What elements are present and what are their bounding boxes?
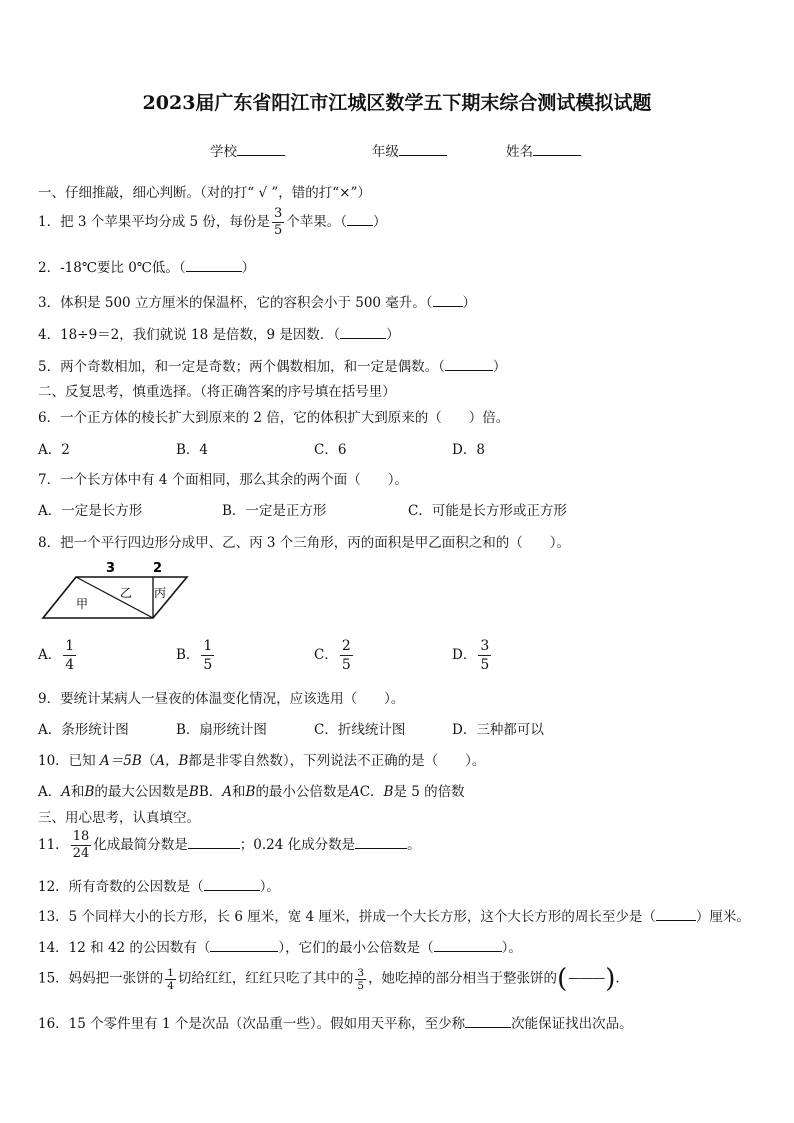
q9-option-c[interactable]: C．折线统计图 — [314, 722, 406, 738]
q6-option-d[interactable]: D．8 — [452, 442, 485, 458]
q7-option-b[interactable]: B．一定是正方形 — [222, 503, 327, 519]
q1-text: 1．把 3 个苹果平均分成 5 份，每份是 — [38, 214, 270, 230]
q5-close: ） — [492, 359, 507, 375]
q7-option-c[interactable]: C．可能是长方形或正方形 — [408, 503, 567, 519]
q1-answer-blank[interactable] — [347, 212, 373, 226]
grade-blank[interactable] — [399, 142, 447, 156]
q15-answer-box[interactable]: ( ——— ) — [557, 964, 616, 994]
q7-option-a[interactable]: A．一定是长方形 — [38, 503, 143, 519]
q11-blank-2[interactable] — [355, 835, 407, 849]
q2-text: 2．-18℃要比 0℃低。（ — [38, 260, 186, 276]
section-1-heading: 一、仔细推敲，细心判断。（对的打“ √ ”，错的打“×”） — [38, 185, 371, 201]
q9-option-b[interactable]: B．扇形统计图 — [176, 722, 267, 738]
q4-text: 4．18÷9＝2，我们就说 18 是倍数，9 是因数．（ — [38, 327, 341, 343]
question-12: 12．所有奇数的公因数是（ ）。 — [38, 879, 280, 895]
question-1 — [38, 206, 386, 239]
q8-option-d[interactable]: D． $\frac{3}{5}$ — [452, 638, 490, 673]
figure-label-bing: 丙 — [154, 586, 167, 600]
q1-text-2: 个苹果。（ — [286, 214, 347, 230]
question-6: 6．一个正方体的棱长扩大到原来的 2 倍，它的体积扩大到原来的（ ）倍。 — [38, 410, 510, 426]
question-2 — [38, 256, 255, 276]
question-15: 15．妈妈把一张饼的 $\frac{1}{4}$ 切给红红，红红只吃了其中的 $\frac{3}{5}$ ，她吃掉的部分相当于整张饼的( ——— ). — [38, 964, 620, 994]
question-11: 11． $\frac{18}{24}$ 化成最简分数是 ；0.24 化成分数是 。 — [38, 829, 421, 861]
question-3 — [38, 291, 476, 311]
q4-answer-blank[interactable] — [340, 325, 386, 339]
q1-fraction: $\frac{3}{5}$ — [273, 206, 283, 238]
school-label: 学校 — [210, 144, 237, 160]
q14-blank-1[interactable] — [210, 938, 278, 952]
question-16: 16．15 个零件里有 1 个是次品（次品重一些）。假如用天平称，至少称 次能保证找出次品。 — [38, 1016, 633, 1032]
q13-blank[interactable] — [656, 907, 696, 921]
question-14: 14．12 和 42 的公因数有（ ），它们的最小公倍数是（ ）。 — [38, 940, 522, 956]
q10-option-c[interactable]: C．B是 5 的倍数 — [359, 784, 465, 800]
q10-options — [38, 780, 465, 800]
q1-close: ） — [372, 214, 387, 230]
q8-option-a[interactable]: A． $\frac{1}{4}$ — [38, 638, 75, 673]
q4-close: ） — [386, 327, 400, 343]
q8-option-c[interactable]: C． $\frac{2}{5}$ — [314, 638, 351, 673]
figure-label-jia: 甲 — [76, 597, 89, 611]
q9-option-a[interactable]: A．条形统计图 — [38, 722, 129, 738]
section-3-heading: 三、用心思考，认真填空。 — [38, 810, 200, 826]
question-5 — [38, 355, 506, 375]
q5-text: 5．两个奇数相加，和一定是奇数；两个偶数相加，和一定是偶数。（ — [38, 359, 445, 375]
q6-option-a[interactable]: A．2 — [38, 442, 70, 458]
q3-answer-blank[interactable] — [433, 293, 463, 307]
q11-fraction: $\frac{18}{24}$ — [72, 829, 90, 861]
question-7: 7．一个长方体中有 4 个面相同，那么其余的两个面（ ）。 — [38, 472, 409, 488]
question-13: 13．5 个同样大小的长方形，长 6 厘米，宽 4 厘米，拼成一个大长方形，这个大长方形的周长至少是（ ）厘米。 — [38, 909, 750, 925]
q2-answer-blank[interactable] — [186, 258, 242, 272]
question-8: 8．把一个平行四边形分成甲、乙、丙 3 个三角形，丙的面积是甲乙面积之和的（ ）。 — [38, 535, 571, 551]
q14-blank-2[interactable] — [434, 938, 502, 952]
q3-text: 3．体积是 500 立方厘米的保温杯，它的容积会小于 500 毫升。（ — [38, 295, 433, 311]
q10-option-a[interactable]: A．A和B的最大公因数是B — [38, 784, 199, 800]
parallelogram-figure — [40, 558, 190, 624]
q11-blank-1[interactable] — [188, 835, 240, 849]
q12-blank[interactable] — [204, 877, 260, 891]
q6-option-c[interactable]: C．6 — [314, 442, 347, 458]
figure-label-2: 2 — [153, 561, 163, 576]
q16-blank[interactable] — [465, 1014, 511, 1028]
page-title: 2023届广东省阳江市江城区数学五下期末综合测试模拟试题 — [142, 92, 652, 114]
q10-formula: A＝5B — [99, 753, 142, 769]
grade-label: 年级 — [372, 144, 399, 160]
name-field[interactable] — [506, 140, 581, 160]
q10-option-b[interactable]: B．A和B的最小公倍数是A — [198, 784, 360, 800]
q9-option-d[interactable]: D．三种都可以 — [452, 722, 544, 738]
figure-label-3: 3 — [106, 561, 116, 576]
figure-label-yi: 乙 — [120, 586, 133, 600]
school-field[interactable] — [210, 140, 285, 160]
question-9: 9．要统计某病人一昼夜的体温变化情况，应该选用（ ）。 — [38, 691, 405, 707]
q3-close: ） — [462, 295, 477, 311]
q2-close: ） — [241, 260, 256, 276]
q6-option-b[interactable]: B．4 — [176, 442, 209, 458]
section-2-heading: 二、反复思考，慎重选择。（将正确答案的序号填在括号里） — [38, 384, 396, 400]
name-label: 姓名 — [506, 144, 533, 160]
question-10: 10．已知 A＝5B（A，B都是非零自然数），下列说法不正确的是（ ）。 — [38, 753, 486, 769]
q8-option-b[interactable]: B． $\frac{1}{5}$ — [176, 638, 213, 673]
name-blank[interactable] — [533, 142, 581, 156]
question-4 — [38, 323, 400, 343]
school-blank[interactable] — [237, 142, 285, 156]
grade-field[interactable] — [372, 140, 447, 160]
q5-answer-blank[interactable] — [445, 357, 493, 371]
